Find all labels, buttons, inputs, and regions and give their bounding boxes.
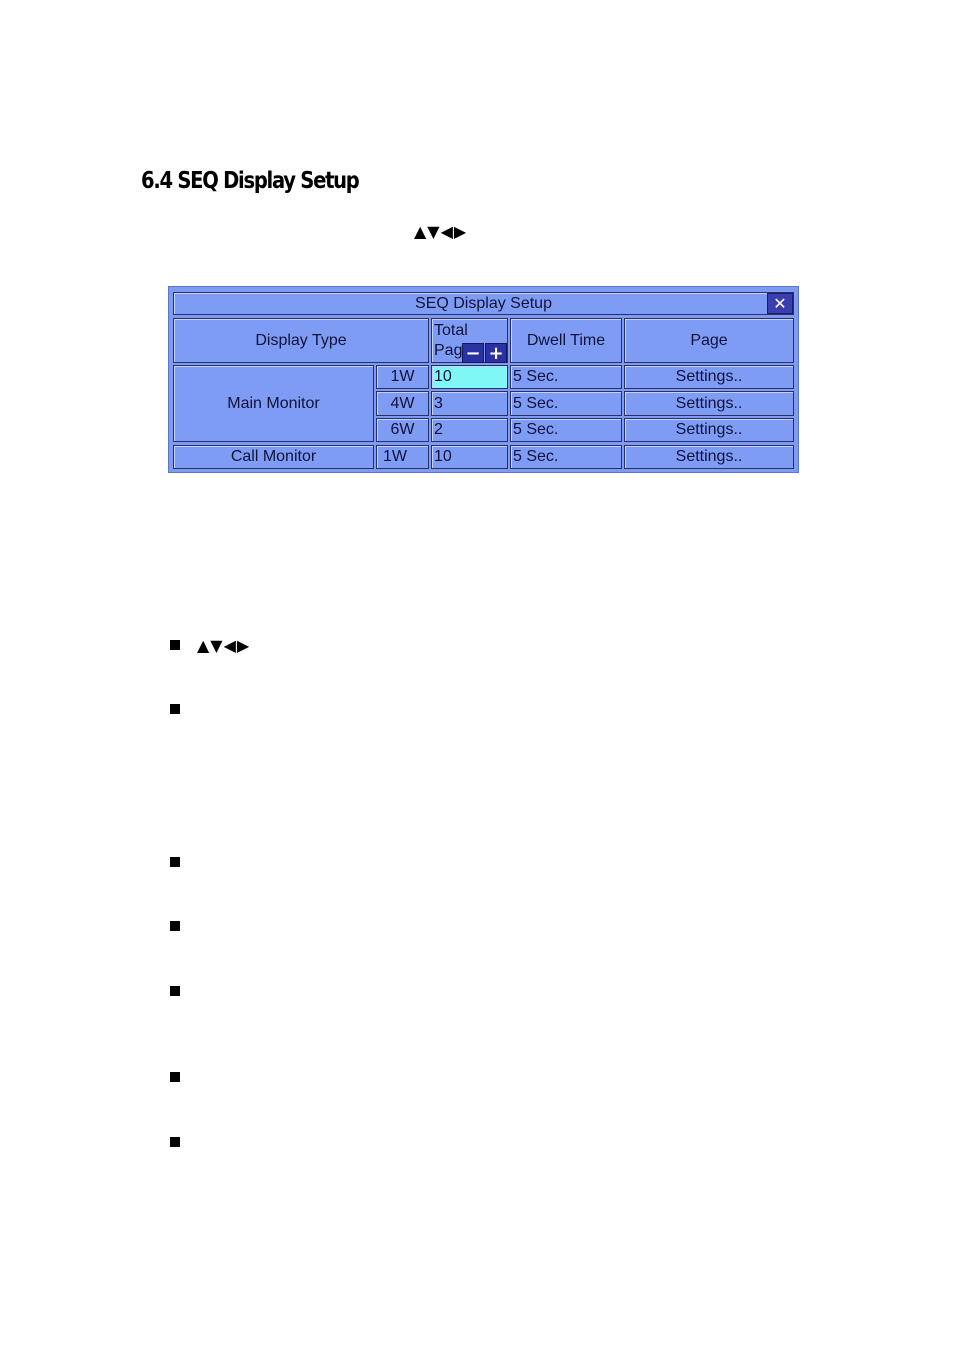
total-page-field[interactable]: 3 — [431, 391, 508, 416]
page-settings-button[interactable]: Settings.. — [624, 391, 794, 416]
total-page-field[interactable]: 2 — [431, 418, 508, 442]
close-icon[interactable]: ✕ — [767, 293, 793, 314]
row-mode: 4W — [376, 391, 429, 416]
minus-button[interactable]: − — [462, 343, 484, 363]
total-page-field[interactable]: 10 — [431, 365, 508, 389]
bullet-icon — [170, 1072, 180, 1082]
total-page-field[interactable]: 10 — [431, 445, 508, 469]
main-monitor-label: Main Monitor — [173, 365, 374, 442]
header-display-type: Display Type — [173, 318, 429, 363]
header-total-page-line1: Total — [434, 321, 468, 339]
section-heading: 6.4 SEQ Display Setup — [141, 168, 359, 194]
dwell-time-field[interactable]: 5 Sec. — [510, 445, 622, 469]
header-page: Page — [624, 318, 794, 363]
bullet-arrows-text: ▲▼◀▶ — [197, 636, 251, 655]
dialog-title: SEQ Display Setup — [415, 294, 552, 312]
header-dwell-time: Dwell Time — [510, 318, 622, 363]
bullet-icon — [170, 857, 180, 867]
row-mode: 6W — [376, 418, 429, 442]
plus-button[interactable]: + — [485, 343, 507, 363]
bullet-icon — [170, 640, 180, 650]
page-settings-button[interactable]: Settings.. — [624, 445, 794, 469]
call-monitor-label: Call Monitor — [173, 445, 374, 469]
dwell-time-field[interactable]: 5 Sec. — [510, 365, 622, 389]
header-total-page-line2: Pag — [434, 341, 463, 359]
dwell-time-field[interactable]: 5 Sec. — [510, 391, 622, 416]
nav-arrows-text: ▲▼◀▶ — [414, 222, 468, 241]
bullet-icon — [170, 1137, 180, 1147]
dialog-title-bar — [173, 292, 794, 315]
row-mode: 1W — [376, 365, 429, 389]
row-mode: 1W — [376, 445, 429, 469]
bullet-icon — [170, 704, 180, 714]
bullet-icon — [170, 921, 180, 931]
dwell-time-field[interactable]: 5 Sec. — [510, 418, 622, 442]
page-settings-button[interactable]: Settings.. — [624, 365, 794, 389]
page-settings-button[interactable]: Settings.. — [624, 418, 794, 442]
bullet-icon — [170, 986, 180, 996]
